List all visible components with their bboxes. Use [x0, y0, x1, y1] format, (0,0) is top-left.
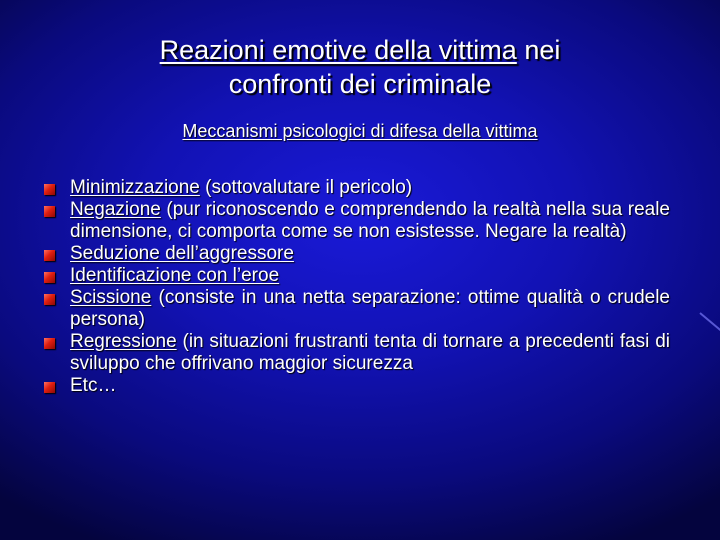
bullet-text: Etc…	[70, 375, 117, 396]
square-bullet-icon	[44, 272, 55, 283]
bullet-item-identificazione	[44, 265, 670, 287]
bullet-term: Regressione	[70, 331, 177, 352]
bullet-text: (consiste in una netta separazione: ottime qualità o crudele persona)	[70, 287, 670, 330]
slide-subtitle-text: Meccanismi psicologici di difesa della vittima	[182, 121, 538, 141]
bullet-term: Seduzione dell’aggressore	[70, 243, 294, 264]
square-bullet-icon	[44, 250, 55, 261]
slide-title-underlined: Reazioni emotive della vittima	[159, 35, 517, 65]
slide-title-rest: nei	[516, 35, 561, 65]
slide-title	[40, 33, 680, 101]
bullet-item-regressione	[44, 331, 670, 375]
bullet-text: (sottovalutare il pericolo)	[199, 177, 413, 198]
bullet-term: Scissione	[70, 287, 152, 308]
square-bullet-icon	[44, 382, 55, 393]
square-bullet-icon	[44, 206, 55, 217]
bullet-text: (in situazioni frustranti tenta di tornare a precedenti fasi di sviluppo che offrivano maggior sicurezza	[70, 331, 670, 374]
decorative-line	[699, 312, 720, 333]
bullet-term: Negazione	[70, 199, 161, 220]
square-bullet-icon	[44, 184, 55, 195]
bullet-item-seduzione	[44, 243, 670, 265]
bullet-list	[44, 177, 670, 397]
bullet-item-scissione	[44, 287, 670, 331]
bullet-term: Minimizzazione	[70, 177, 200, 198]
bullet-item-etc	[44, 375, 670, 397]
square-bullet-icon	[44, 294, 55, 305]
square-bullet-icon	[44, 338, 55, 349]
bullet-term: Identificazione con l’eroe	[70, 265, 280, 286]
bullet-item-minimizzazione	[44, 177, 670, 199]
slide-subtitle	[40, 120, 680, 142]
bullet-text: (pur riconoscendo e comprendendo la realtà nella sua reale dimensione, ci comporta come se non esistesse. Negare la realtà)	[70, 199, 670, 242]
slide-title-line2: confronti dei criminale	[228, 69, 492, 99]
bullet-item-negazione	[44, 199, 670, 243]
